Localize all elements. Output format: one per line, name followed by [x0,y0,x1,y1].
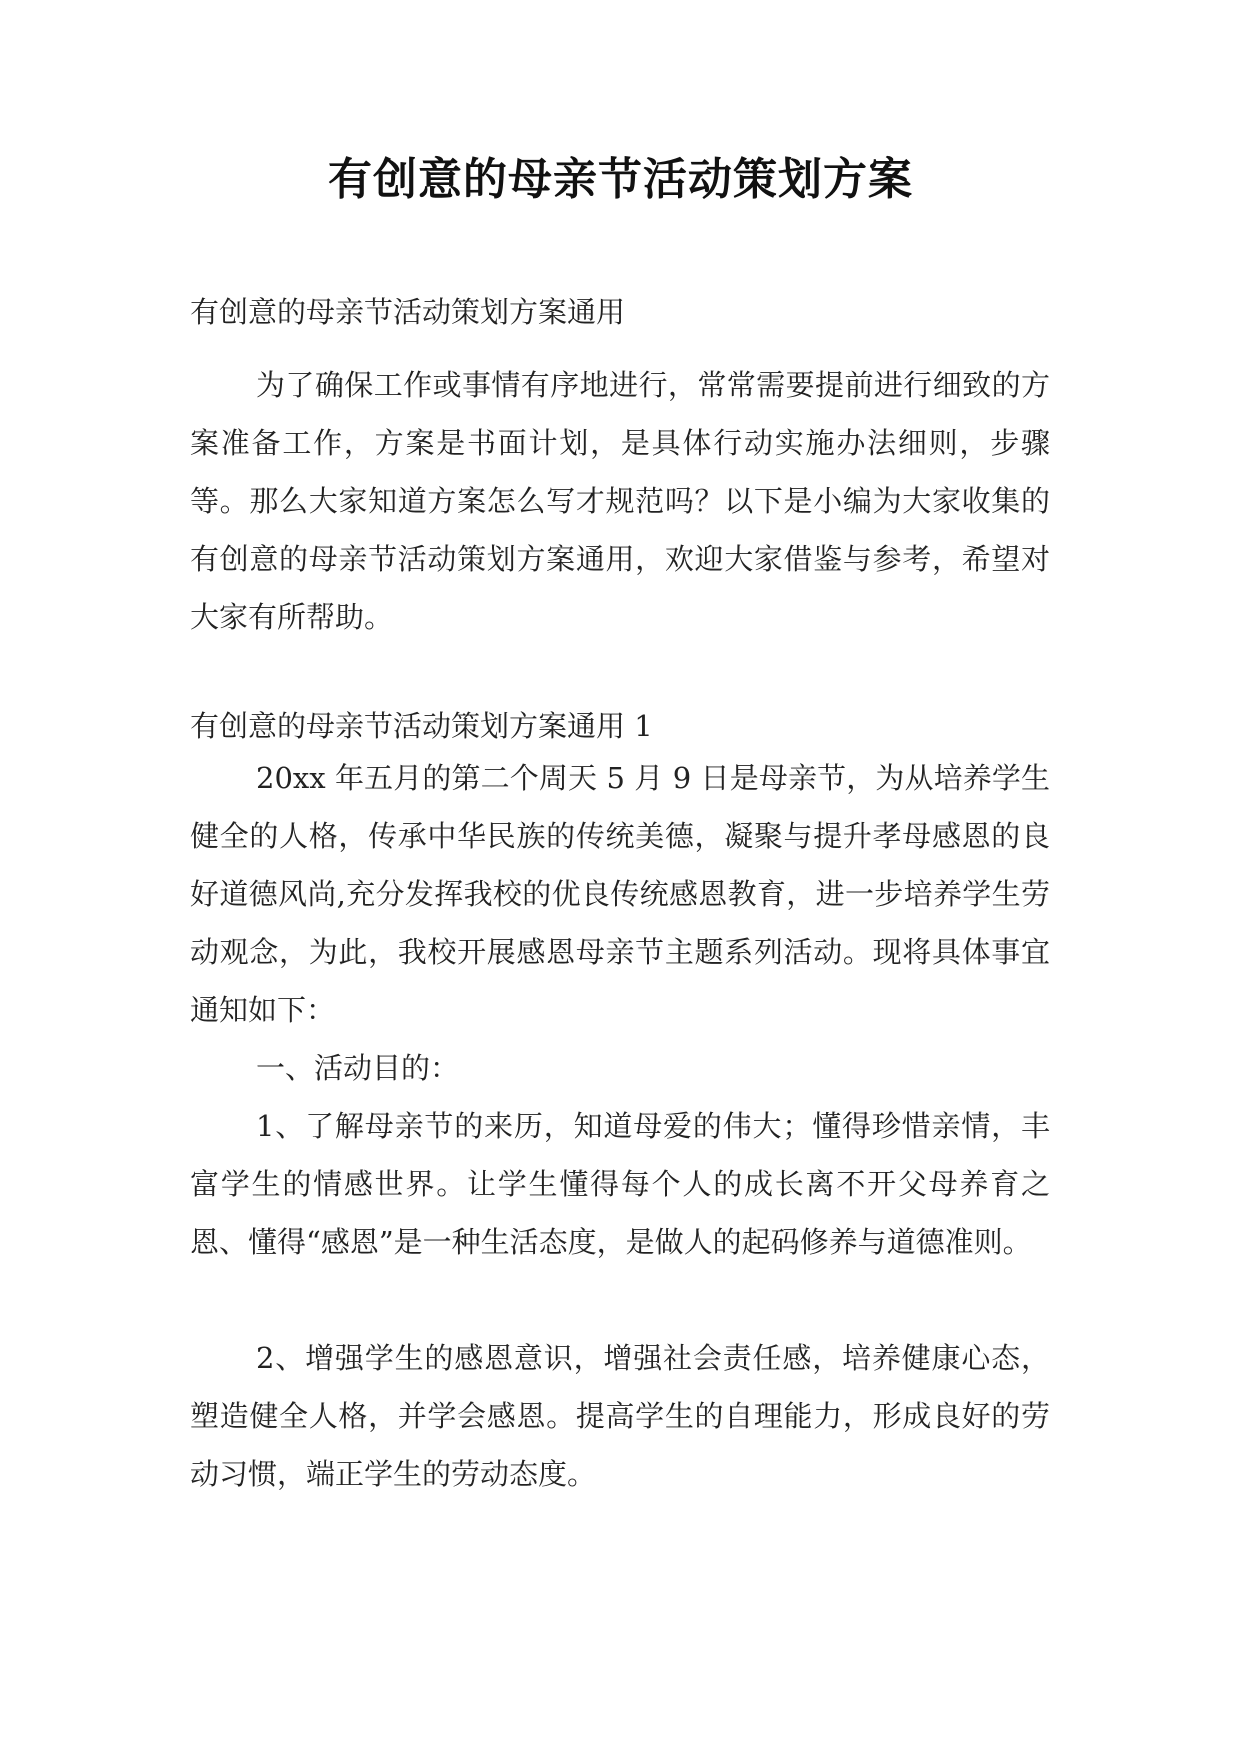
intro-paragraph: 为了确保工作或事情有序地进行，常常需要提前进行细致的方案准备工作，方案是书面计划，是具体行动实施办法细则，步骤等。那么大家知道方案怎么写才规范吗？以下是小编为大家收集的有创意的母亲节活动策划方案通用，欢迎大家借鉴与参考，希望对大家有所帮助。 [190,368,1050,634]
goal-item-1: 1、了解母亲节的来历，知道母爱的伟大；懂得珍惜亲情，丰富学生的情感世界。让学生懂得每个人的成长离不开父母养育之恩、懂得“感恩”是一种生活态度，是做人的起码修养与道德准则。 [190,1109,1050,1259]
goal-heading: 一、活动目的： [256,1051,460,1085]
document-subtitle: 有创意的母亲节活动策划方案通用 [190,295,626,329]
section-paragraph: 20xx 年五月的第二个周天 5 月 9 日是母亲节，为从培养学生健全的人格，传承中华民族的传统美德，凝聚与提升孝母感恩的良好道德风尚,充分发挥我校的优良传统感恩教育，进一步培养学生劳动观念，为此，我校开展感恩母亲节主题系列活动。现将具体事宜通知如下： [190,761,1050,1027]
section-heading: 有创意的母亲节活动策划方案通用 1 [190,709,653,743]
goal-item-2: 2、增强学生的感恩意识，增强社会责任感，培养健康心态，塑造健全人格，并学会感恩。提高学生的自理能力，形成良好的劳动习惯，端正学生的劳动态度。 [190,1341,1050,1491]
page-title: 有创意的母亲节活动策划方案 [328,154,913,205]
